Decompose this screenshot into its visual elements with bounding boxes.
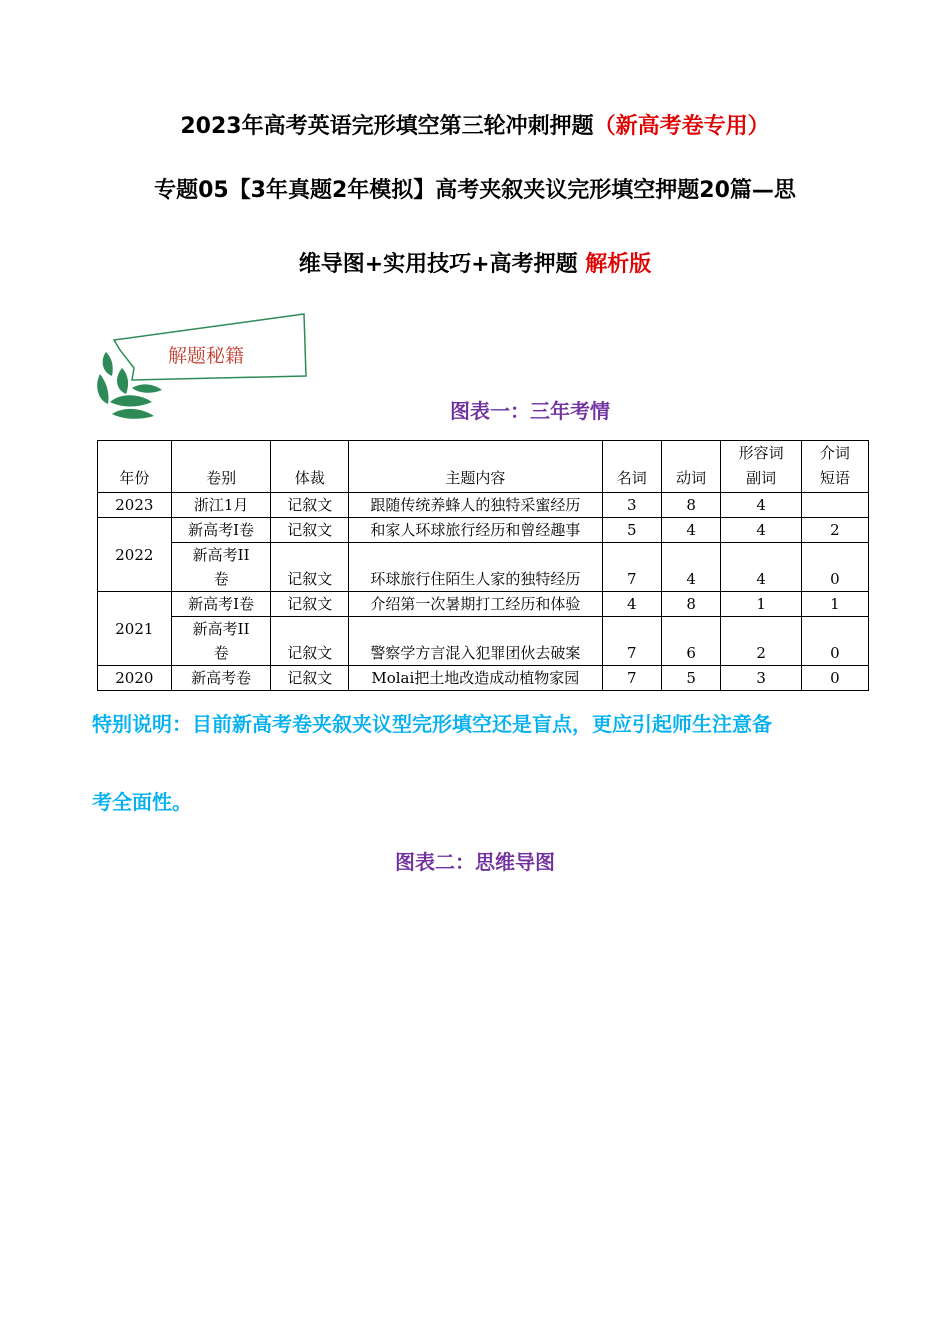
cell-noun: 3 bbox=[602, 493, 661, 518]
cell-paper bbox=[171, 543, 271, 592]
table-row bbox=[98, 592, 869, 617]
special-note-line1: 特别说明：目前新高考卷夹叙夹议型完形填空还是盲点，更应引起师生注意备 bbox=[92, 712, 772, 736]
header-noun: 名词 bbox=[602, 441, 661, 493]
cell-topic: 和家人环球旅行经历和曾经趣事 bbox=[349, 518, 603, 543]
cell-year: 2021 bbox=[98, 592, 172, 666]
header-phrase: 短语 bbox=[819, 469, 850, 487]
cell-adj: 1 bbox=[721, 592, 802, 617]
cell-paper-line2: 卷 bbox=[213, 570, 229, 588]
cell-paper: 新高考I卷 bbox=[171, 518, 271, 543]
table-row bbox=[98, 518, 869, 543]
cell-genre: 记叙文 bbox=[271, 666, 349, 691]
doc-title-line3 bbox=[0, 250, 950, 280]
header-adj-adv bbox=[721, 441, 802, 493]
cell-genre: 记叙文 bbox=[271, 493, 349, 518]
cell-prep: 0 bbox=[801, 617, 868, 666]
table-row bbox=[98, 493, 869, 518]
cell-topic: 跟随传统养蜂人的独特采蜜经历 bbox=[349, 493, 603, 518]
header-genre: 体裁 bbox=[271, 441, 349, 493]
cell-genre: 记叙文 bbox=[271, 518, 349, 543]
cell-prep: 2 bbox=[801, 518, 868, 543]
cell-adj: 4 bbox=[721, 493, 802, 518]
header-verb: 动词 bbox=[662, 441, 721, 493]
cell-paper-line1: 新高考II bbox=[192, 620, 250, 638]
doc-title-line2: 专题05【3年真题2年模拟】高考夹叙夹议完形填空押题20篇—思 bbox=[154, 178, 796, 203]
cell-paper: 新高考卷 bbox=[171, 666, 271, 691]
special-note-line2: 考全面性。 bbox=[92, 790, 192, 814]
cell-adj: 2 bbox=[721, 617, 802, 666]
title-line3-main: 维导图+实用技巧+高考押题 bbox=[298, 252, 586, 277]
cell-verb: 6 bbox=[662, 617, 721, 666]
title-version-label: 解析版 bbox=[585, 252, 652, 277]
cell-adj: 4 bbox=[721, 518, 802, 543]
cell-noun: 7 bbox=[602, 666, 661, 691]
cell-prep: 1 bbox=[801, 592, 868, 617]
cell-paper: 新高考I卷 bbox=[171, 592, 271, 617]
cell-prep: 0 bbox=[801, 666, 868, 691]
header-year: 年份 bbox=[98, 441, 172, 493]
cell-topic: 警察学方言混入犯罪团伙去破案 bbox=[349, 617, 603, 666]
cell-paper bbox=[171, 617, 271, 666]
cell-verb: 4 bbox=[662, 518, 721, 543]
header-prep-phrase bbox=[801, 441, 868, 493]
cell-prep bbox=[801, 493, 868, 518]
cell-noun: 4 bbox=[602, 592, 661, 617]
cell-year: 2023 bbox=[98, 493, 172, 518]
table-row bbox=[98, 543, 869, 592]
cell-paper-line2: 卷 bbox=[213, 644, 229, 662]
cell-noun: 7 bbox=[602, 617, 661, 666]
cell-noun: 5 bbox=[602, 518, 661, 543]
cell-prep: 0 bbox=[801, 543, 868, 592]
cell-adj: 3 bbox=[721, 666, 802, 691]
cell-paper: 浙江1月 bbox=[171, 493, 271, 518]
header-paper: 卷别 bbox=[171, 441, 271, 493]
cell-genre: 记叙文 bbox=[271, 543, 349, 592]
cell-verb: 5 bbox=[662, 666, 721, 691]
exam-stats-table bbox=[97, 440, 869, 691]
header-prep: 介词 bbox=[819, 444, 850, 462]
cell-paper-line1: 新高考II bbox=[192, 546, 250, 564]
cell-genre: 记叙文 bbox=[271, 617, 349, 666]
table-header-row bbox=[98, 441, 869, 493]
cell-year: 2022 bbox=[98, 518, 172, 592]
cell-noun: 7 bbox=[602, 543, 661, 592]
title-main: 2023年高考英语完形填空第三轮冲刺押题 bbox=[180, 114, 594, 139]
cell-verb: 8 bbox=[662, 592, 721, 617]
cell-genre: 记叙文 bbox=[271, 592, 349, 617]
cell-adj: 4 bbox=[721, 543, 802, 592]
cell-verb: 8 bbox=[662, 493, 721, 518]
cell-topic: 介绍第一次暑期打工经历和体验 bbox=[349, 592, 603, 617]
cell-verb: 4 bbox=[662, 543, 721, 592]
table-row bbox=[98, 617, 869, 666]
cell-topic: Molai把土地改造成动植物家园 bbox=[349, 666, 603, 691]
banner-label: 解题秘籍 bbox=[168, 345, 245, 367]
header-adj: 形容词 bbox=[738, 444, 784, 462]
cell-year: 2020 bbox=[98, 666, 172, 691]
figure1-title: 图表一：三年考情 bbox=[450, 399, 610, 423]
header-topic: 主题内容 bbox=[349, 441, 603, 493]
cell-topic: 环球旅行住陌生人家的独特经历 bbox=[349, 543, 603, 592]
figure2-title: 图表二：思维导图 bbox=[395, 850, 555, 874]
doc-title-line1 bbox=[0, 112, 950, 142]
title-red-suffix: （新高考卷专用） bbox=[593, 114, 770, 139]
header-adv: 副词 bbox=[746, 469, 777, 487]
table-row bbox=[98, 666, 869, 691]
